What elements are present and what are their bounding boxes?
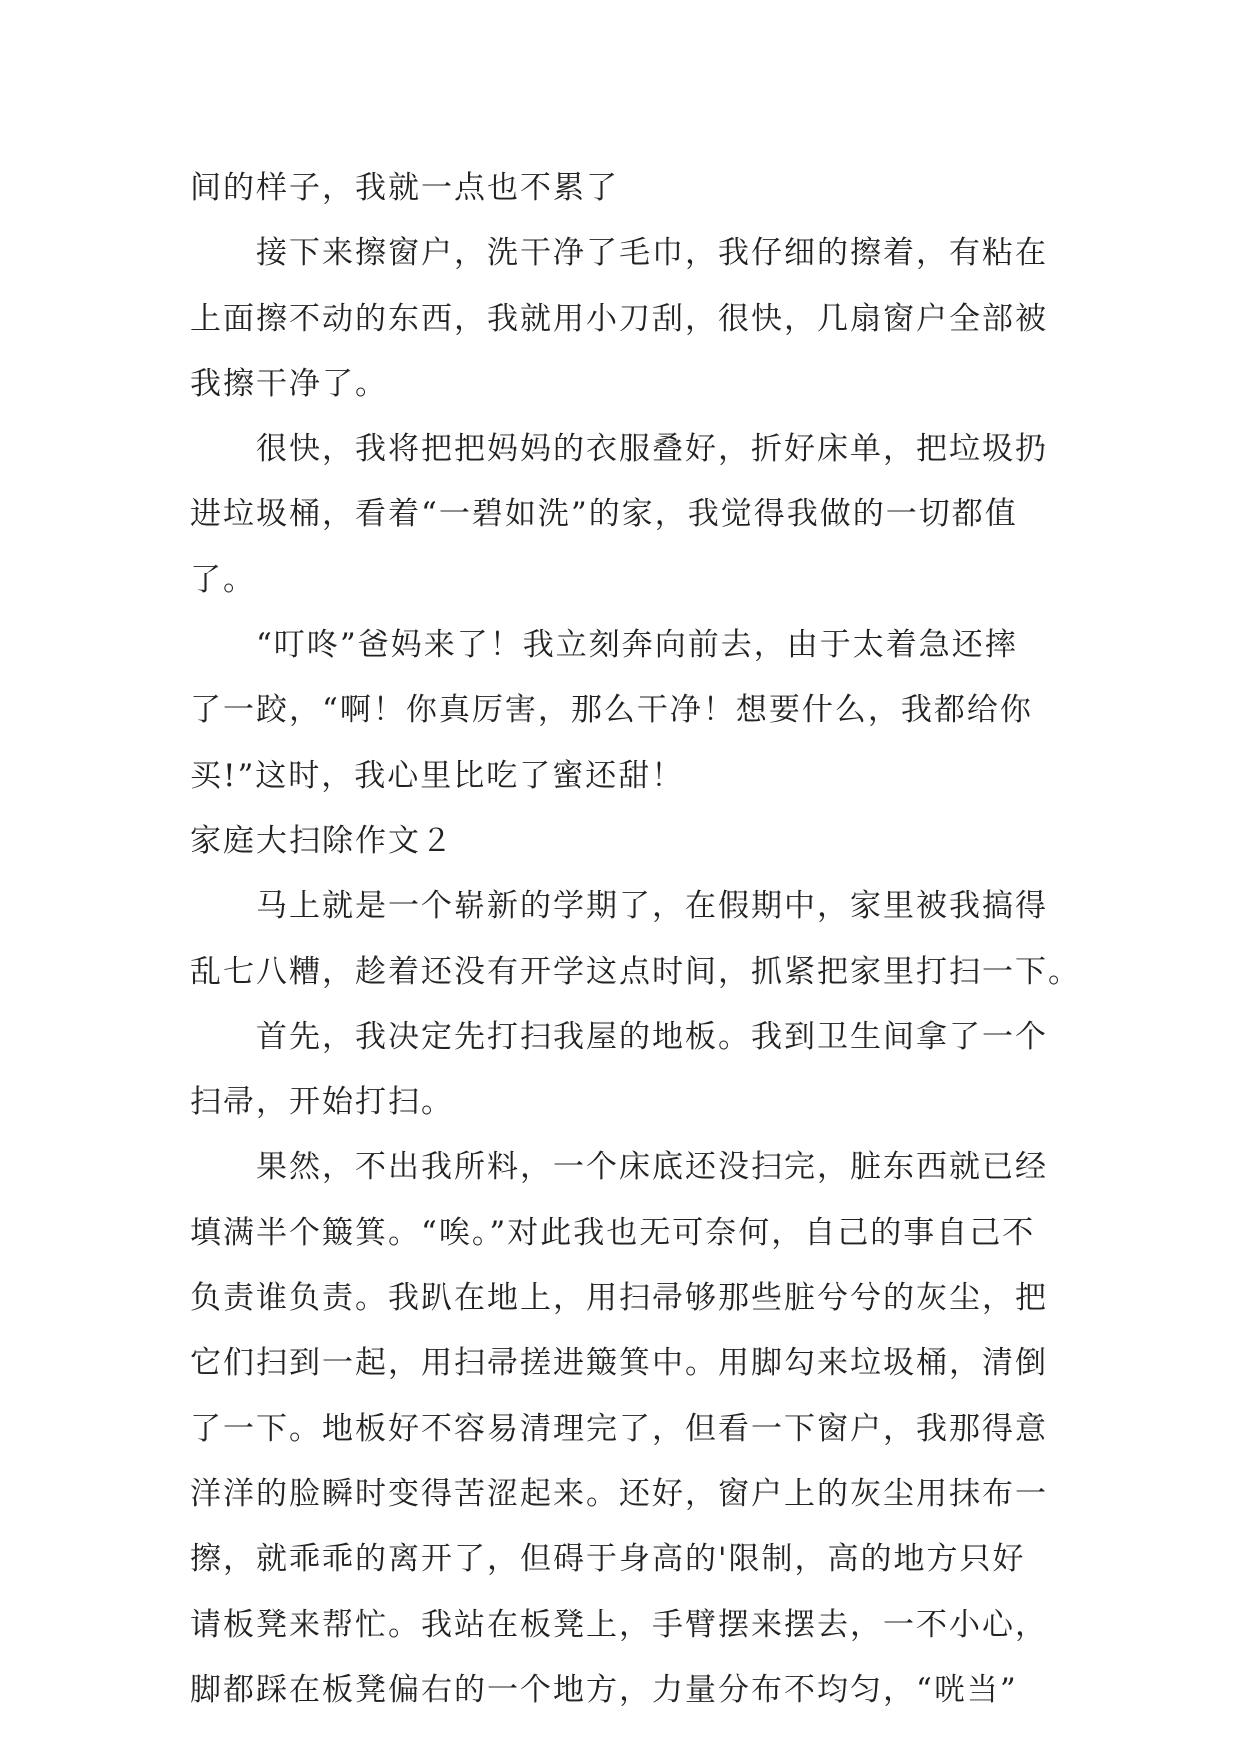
text-line: 进垃圾桶，看着“一碧如洗”的家，我觉得我做的一切都值 [190,496,1018,533]
paragraph-start-line: 果然，不出我所料，一个床底还没扫完，脏东西就已经 [256,1149,1048,1186]
text-line: 上面擦不动的东西，我就用小刀刮，很快，几扇窗户全部被 [190,300,1048,337]
text-line: 负责谁负责。我趴在地上，用扫帚够那些脏兮兮的灰尘，把 [190,1280,1048,1317]
text-line: 买!”这时，我心里比吃了蜜还甜！ [190,757,685,794]
text-line: 它们扫到一起，用扫帚搓进簸箕中。用脚勾来垃圾桶，清倒 [190,1345,1048,1382]
text-line: 填满半个簸箕。“唉。”对此我也无可奈何，自己的事自己不 [190,1214,1036,1251]
paragraph-start-line: 接下来擦窗户，洗干净了毛巾，我仔细的擦着，有粘在 [256,235,1048,272]
text-line: 扫帚，开始打扫。 [190,1084,454,1121]
paragraph-start-line: 很快，我将把把妈妈的衣服叠好，折好床单，把垃圾扔 [256,431,1048,468]
paragraph-start-line: “叮咚”爸妈来了！我立刻奔向前去，由于太着急还摔 [256,627,1018,664]
paragraph-start-line: 首先，我决定先打扫我屋的地板。我到卫生间拿了一个 [256,1018,1048,1055]
paragraph-start-line: 马上就是一个崭新的学期了，在假期中，家里被我搞得 [256,888,1048,925]
text-line: 洋洋的脸瞬时变得苦涩起来。还好，窗户上的灰尘用抹布一 [190,1475,1048,1512]
text-line: 请板凳来帮忙。我站在板凳上，手臂摆来摆去，一不小心， [190,1606,1048,1643]
text-line: 了一下。地板好不容易清理完了，但看一下窗户，我那得意 [190,1410,1048,1447]
text-line: 间的样子，我就一点也不累了 [190,170,619,206]
text-line: 了。 [190,561,256,598]
text-line: 脚都踩在板凳偏右的一个地方，力量分布不均匀，“咣当” [190,1671,1018,1708]
essay-body [190,156,1081,1723]
text-line: 我擦干净了。 [190,365,388,402]
section-heading: 家庭大扫除作文２ [190,822,454,859]
text-line: 了一跤，“啊！你真厉害，那么干净！想要什么，我都给你 [190,692,1033,729]
text-line: 擦，就乖乖的离开了，但碍于身高的'限制，高的地方只好 [190,1541,1026,1578]
text-line: 乱七八糟，趁着还没有开学这点时间，抓紧把家里打扫一下。 [190,953,1081,990]
